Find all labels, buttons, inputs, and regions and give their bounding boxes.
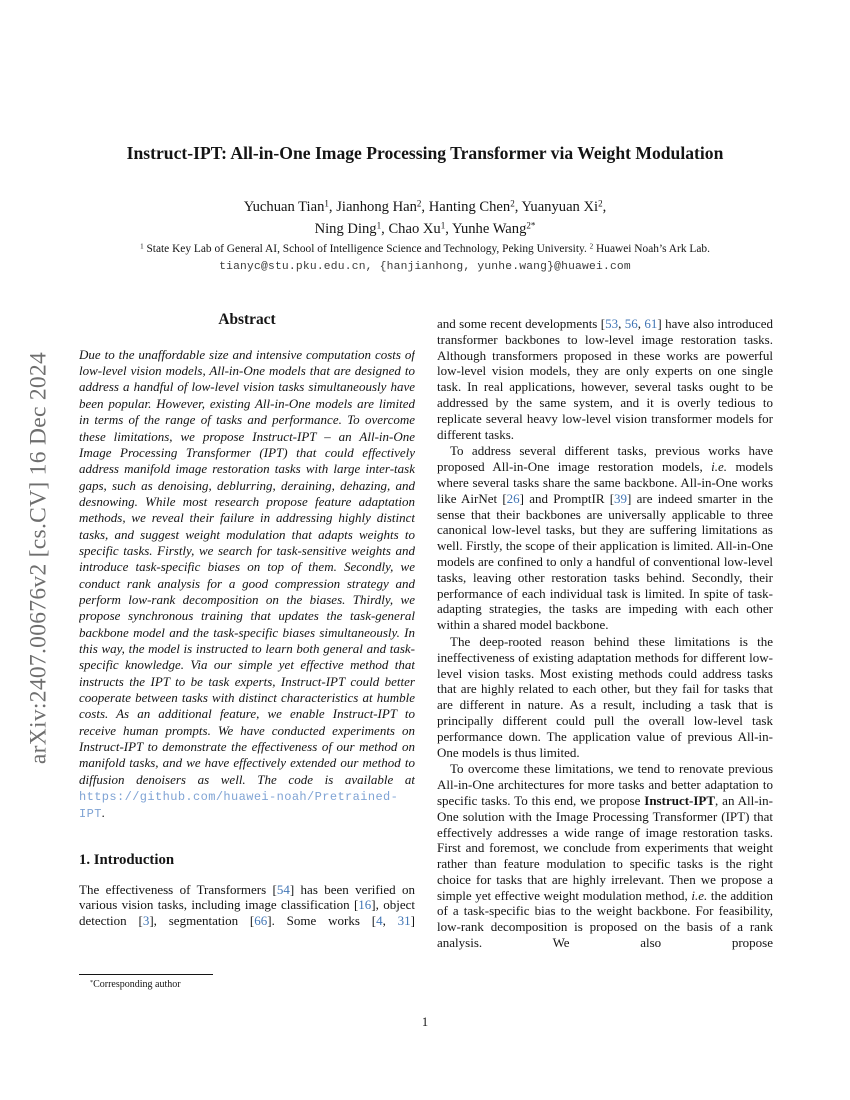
author-line-1 xyxy=(0,199,850,216)
footnote-text xyxy=(79,979,415,990)
text-run: , xyxy=(618,316,625,331)
arxiv-watermark-text: arXiv:2407.00676v2 [cs.CV] 16 Dec 2024 xyxy=(25,351,52,765)
citation-ref[interactable]: 61 xyxy=(644,316,658,331)
text-run: Corresponding author xyxy=(93,979,181,990)
citation-ref[interactable]: 4 xyxy=(376,913,383,929)
text-run: , Chao Xu xyxy=(381,221,441,237)
superscript: 1 xyxy=(376,220,382,231)
text-run: ]. Some works [ xyxy=(267,913,377,929)
paper-title: Instruct-IPT: All-in-One Image Processing Transformer via Weight Modulation xyxy=(126,143,724,163)
body-paragraph xyxy=(437,316,773,442)
text-run: , xyxy=(602,199,607,215)
intro-paragraph xyxy=(79,882,415,929)
text-run: ] and PromptIR [ xyxy=(519,490,615,506)
text-run: ] have also introduced transformer backbones to low-level image restoration tasks. Although transformers proposed in these works are powerful low-level vision models, they are only experts on one single task. In real applications, however, several tasks ought to be addressed by the same system, and it is overly tedious to replicate several heavy low-level vision transformer models for different tasks. xyxy=(437,316,773,442)
page-number: 1 xyxy=(421,1015,429,1029)
text-run: ], object detection [ xyxy=(79,897,415,929)
citation-ref[interactable]: 39 xyxy=(614,490,628,506)
superscript: 1 xyxy=(324,198,329,209)
text-run: models where several tasks share the same backbone. All-in-One works like AirNet [ xyxy=(437,459,773,506)
text-run: ] are indeed smarter in the sense that their backbones are universally applicable to three canonical low-level tasks, but they are suffering limitations as well. Firstly, the scope of their application is limited. All-in-One models are confined to only a handful of conventional low-level tasks, leaving other restoration tasks behind. Secondly, their performance of each individual task is limited. In spite of task-adapting strategies, the tasks are impeding with each other within a shared model backbone. xyxy=(437,490,773,633)
abstract-heading: Abstract xyxy=(218,312,276,328)
text-run: ] xyxy=(410,913,415,929)
superscript: 1 xyxy=(140,242,144,251)
footnote-rule xyxy=(79,974,213,975)
text-run: Yuchuan Tian xyxy=(243,199,325,215)
citation-ref[interactable]: 31 xyxy=(397,913,411,929)
superscript: 2 xyxy=(510,198,515,209)
text-run: ], segmentation [ xyxy=(149,913,255,929)
superscript: 2* xyxy=(526,220,536,231)
text-run: , Jianhong Han xyxy=(328,199,417,215)
citation-ref[interactable]: 53 xyxy=(605,316,619,331)
superscript: 2 xyxy=(598,198,603,209)
text-run: The deep-rooted reason behind these limitations is the ineffectiveness of existing adaptation methods for different low-level vision tasks. Most existing methods could address tasks that are highly related to each other, but they fail for tasks that are different in nature. As a result, including a task that is principally different could pull the overall low-level task performance down. The application value of previous All-in-One models is thus limited. xyxy=(437,633,773,760)
citation-ref[interactable]: 54 xyxy=(276,881,290,897)
text-run: ] has been verified on various vision tasks, including image classification [ xyxy=(79,881,415,913)
body-paragraph xyxy=(437,761,773,951)
section-heading-introduction: 1. Introduction xyxy=(79,851,175,868)
author-emails: tianyc@stu.pku.edu.cn, {hanjianhong, yunhe.wang}@huawei.com xyxy=(219,261,631,273)
text-run: , xyxy=(382,913,398,929)
text-run: Due to the unaffordable size and intensive computation costs of low-level vision models, All-in-One models that are designed to address a handful of low-level vision tasks simultaneously have been popular. However, existing All-in-One models are limited in terms of the range of tasks and performance. To overcome these limitations, we propose Instruct-IPT – an All-in-One Image Processing Transformer (IPT) that could effectively address manifold image restoration tasks with large inter-task gaps, such as denoising, deblurring, deraining, dehazing, and desnowing. While most research propose feature adaptation methods, we reveal their failure in addressing highly distinct tasks, and suggest weight modulation that adapts weights to specific tasks. Firstly, we search for task-sensitive weights and introduce task-specific biases on top of them. Secondly, we conduct rank analysis for a good compression strategy and perform low-rank decomposition on the biases. Thirdly, we propose synchronous training that updates the task-general backbone model and the task-specific biases simultaneously. In this way, the model is instructed to learn both general and task-specific knowledge. Via our simple yet effective method that instructs the IPT to be task experts, Instruct-IPT could better cooperate between tasks with distinct characteristics at humble costs. As an additional feature, we enable Instruct-IPT to receive human prompts. We have conducted experiments on Instruct-IPT to demonstrate the effectiveness of our method on manifold tasks, and we have effectively extended our method to diffusion denoisers as well. The code is available at xyxy=(79,346,415,787)
text-run: . xyxy=(101,805,106,821)
body-paragraph xyxy=(437,443,773,633)
citation-ref[interactable]: 66 xyxy=(254,913,268,929)
affiliations xyxy=(0,243,850,255)
superscript: 2 xyxy=(416,198,422,209)
text-run: The effectiveness of Transformers [ xyxy=(79,881,277,897)
abstract-body xyxy=(79,347,415,823)
text-run: , Yuanyuan Xi xyxy=(514,199,599,215)
italic-text: i.e. xyxy=(711,459,728,475)
text-run: and some recent developments [ xyxy=(437,316,606,331)
superscript: 1 xyxy=(440,220,446,231)
left-column xyxy=(79,312,415,968)
text-run: , Yunhe Wang xyxy=(445,221,527,237)
citation-ref[interactable]: 3 xyxy=(142,913,150,929)
bold-text: Instruct-IPT xyxy=(644,792,716,808)
right-column xyxy=(437,316,773,1016)
text-run: To overcome these limitations, we tend to renovate previous All-in-One architectures for more tasks and better adaptation to specific tasks. To this end, we propose xyxy=(437,761,773,808)
text-run: , xyxy=(637,316,645,331)
text-run: To address several different tasks, previous works have proposed All-in-One image restoration models, xyxy=(437,443,773,475)
url-link[interactable]: https://github.com/huawei-noah/Pretrained-IPT xyxy=(79,790,399,822)
text-run: the addition of a task-specific bias to the weight backbone. For feasibility, low-rank decomposition is proposed on the basis of a rank analysis. We also propose xyxy=(437,887,773,951)
citation-ref[interactable]: 16 xyxy=(358,897,372,913)
body-paragraph xyxy=(437,634,773,760)
text-run: , Hanting Chen xyxy=(421,199,511,215)
citation-ref[interactable]: 26 xyxy=(506,490,520,506)
text-run: Ning Ding xyxy=(314,221,377,237)
author-line-2 xyxy=(0,221,850,238)
superscript: * xyxy=(90,978,94,986)
citation-ref[interactable]: 56 xyxy=(624,316,638,331)
text-run: , an All-in-One solution with the Image Processing Transformer (IPT) that effectively addresses a wide range of image restoration tasks. First and foremost, we conclude from experiments that weight rather than feature modulation to specific tasks is the right choice for tasks that are highly irrelevant. Then we propose a simple yet effective weight modulation method, xyxy=(437,792,773,903)
text-run: State Key Lab of General AI, School of Intelligence Science and Technology, Peking University. xyxy=(143,243,590,255)
superscript: 2 xyxy=(589,242,594,251)
footnote xyxy=(79,974,415,990)
italic-text: i.e. xyxy=(691,887,708,903)
text-run: Huawei Noah’s Ark Lab. xyxy=(593,243,710,255)
